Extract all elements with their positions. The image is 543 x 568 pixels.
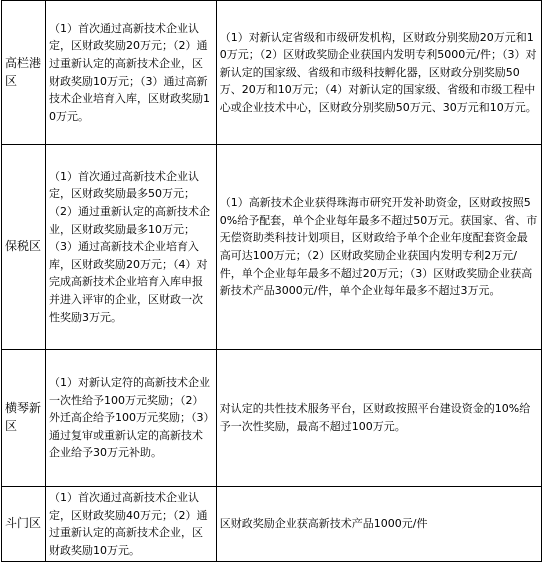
other-support-cell: （1）高新技术企业获得珠海市研究开发补助资金，区财政按照50%给予配套，单个企业每年最多不超过50万元。获国家、省、市无偿资助类科技计划项目，区财政给予单个企业年度配套资金最高可达100万元；（2）区财政奖励企业获国内发明专利2万元/件，单个企业每年最多不超过20万元；（3）区财政奖励企业获高新技术产品3000元/件，单个企业每年最多不超过3万元。: [216, 145, 541, 350]
table-row: [2, 1, 542, 145]
district-cell: 保税区: [2, 145, 46, 350]
table-row: [2, 145, 542, 350]
table-row: [2, 487, 542, 562]
hitech-enterprise-cell: （1）首次通过高新技术企业认定，区财政奖励20万元；（2）通过重新认定的高新技术企业，区财政奖励10万元；（3）通过高新技术企业培育入库，区财政奖励10万元。: [45, 1, 216, 145]
other-support-cell: 区财政奖励企业获高新技术产品1000元/件: [216, 487, 541, 562]
district-cell: 高栏港区: [2, 1, 46, 145]
other-support-cell: 对认定的共性技术服务平台，区财政按照平台建设资金的10%给予一次性奖励，最高不超过100万元。: [216, 350, 541, 487]
other-support-cell: （1）对新认定省级和市级研发机构，区财政分别奖励20万元和10万元；（2）区财政奖励企业获国内发明专利5000元/件；（3）对新认定的国家级、省级和市级科技孵化器，区财政分别奖励50万、20万和10万元；（4）对新认定的国家级、省级和市级工程中心或企业技术中心，区财政分别奖励50万元、30万元和10万元。: [216, 1, 541, 145]
hitech-enterprise-cell: （1）对新认定符的高新技术企业一次性给予100万元奖励；（2）外迁高企给予100万元奖励；（3）通过复审或重新认定的高新技术企业给予30万元补助。: [45, 350, 216, 487]
policy-table: [1, 0, 542, 562]
hitech-enterprise-cell: （1）首次通过高新技术企业认定，区财政奖励最多50万元；（2）通过重新认定的高新技术企业，区财政奖励最多10万元；（3）通过高新技术企业培育入库，区财政奖励20万元；（4）对完成高新技术企业培育入库申报并进入评审的企业，区财政一次性奖励3万元。: [45, 145, 216, 350]
hitech-enterprise-cell: （1）首次通过高新技术企业认定，区财政奖励40万元；（2）通过重新认定的高新技术企业，区财政奖励10万元。: [45, 487, 216, 562]
district-cell: 横琴新区: [2, 350, 46, 487]
table-row: [2, 350, 542, 487]
district-cell: 斗门区: [2, 487, 46, 562]
